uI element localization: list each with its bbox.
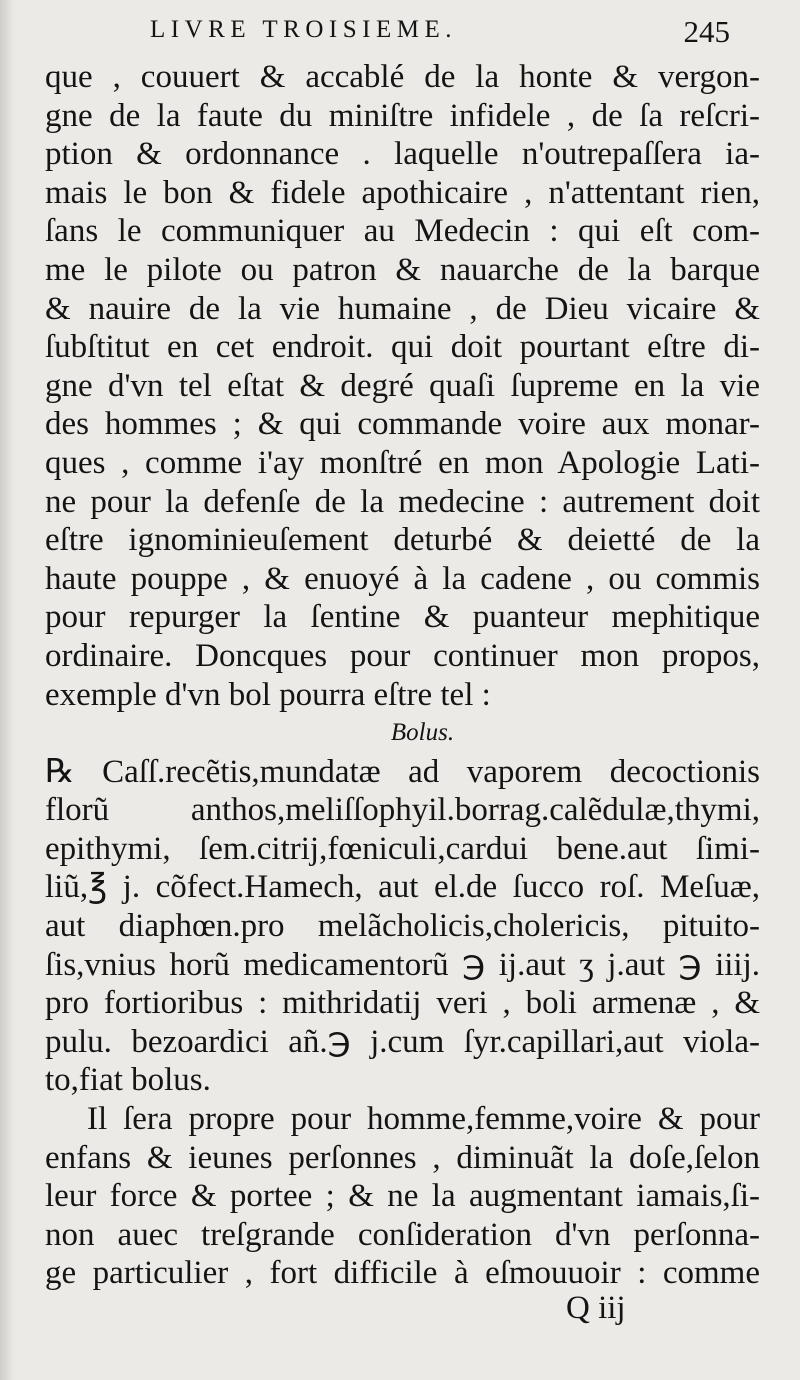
text-line: non auec treſgrande conſideration d'vn perſonna- — [45, 1216, 760, 1253]
text-line: ques , comme i'ay monſtré en mon Apologie Lati- — [45, 444, 760, 481]
recipe-line: ſis,vnius horũ medicamentorũ ℈ ij.aut ʒ j.aut ℈ iiij. — [45, 946, 760, 983]
text-line: eſtre ignominieuſement deturbé & deietté de la — [45, 522, 760, 559]
text-line: & nauire de la vie humaine , de Dieu vicaire & — [45, 290, 760, 327]
text-line: ſans le communiquer au Medecin : qui eſt com- — [45, 213, 760, 250]
text-line: ption & ordonnance . laquelle n'outrepaſſera ia- — [45, 136, 760, 173]
text-line: me le pilote ou patron & nauarche de la barque — [45, 251, 760, 288]
text-line: leur force & portee ; & ne la augmentant iamais,ſi- — [45, 1178, 760, 1215]
text-line: exemple d'vn bol pourra eſtre tel : — [45, 676, 491, 713]
text-line: gne d'vn tel eſtat & degré quaſi ſupreme en la vie — [45, 367, 760, 404]
page-header — [0, 14, 800, 54]
recipe-line: aut diaphœn.pro melãcholicis,cholericis, pituito- — [45, 908, 760, 945]
page-gutter-shadow — [0, 0, 14, 1380]
text-line: ne pour la defenſe de la medecine : autrement doit — [45, 483, 760, 520]
text-line: gne de la faute du miniſtre infidele , de ſa reſcri- — [45, 97, 760, 134]
text-line: pour repurger la ſentine & puanteur mephitique — [45, 599, 760, 636]
text-line: ſubſtitut en cet endroit. qui doit pourtant eſtre di- — [45, 329, 760, 366]
text-line: mais le bon & fidele apothicaire , n'attentant rien, — [45, 174, 760, 211]
recipe-line: pro fortioribus : mithridatij veri , boli armenæ , & — [45, 985, 760, 1022]
signature-mark: Q iij — [566, 1290, 626, 1326]
subheading: Bolus. — [390, 719, 455, 747]
body-text — [45, 58, 760, 1293]
text-line: que , couuert & accablé de la honte & vergon- — [45, 59, 760, 95]
recipe-line: pulu. bezoardici añ.℈ j.cum ſyr.capillari,aut viola- — [45, 1023, 760, 1060]
recipe-line: liũ,℥ j. cõfect.Hamech, aut el.de ſucco roſ. Meſuæ, — [45, 869, 760, 906]
recipe-line: florũ anthos,meliſſophyil.borrag.calẽdulæ,thymi, — [45, 792, 760, 829]
running-head: LIVRE TROISIEME. — [150, 16, 457, 43]
recipe-line: ℞ Caſſ.recẽtis,mundatæ ad vaporem decoctionis — [45, 753, 760, 790]
text-line: haute pouppe , & enuoyé à la cadene , ou commis — [45, 560, 760, 597]
page-number: 245 — [683, 14, 730, 49]
text-line: enfans & ieunes perſonnes , diminuãt la doſe,ſelon — [45, 1139, 760, 1176]
text-line: ordinaire. Doncques pour continuer mon propos, — [45, 637, 760, 674]
text-line: ge particulier , fort difficile à eſmouuoir : comme — [45, 1255, 760, 1292]
text-line: Il ſera propre pour homme,femme,voire & pour — [87, 1101, 760, 1138]
recipe-line: to,fiat bolus. — [45, 1062, 211, 1099]
text-line: des hommes ; & qui commande voire aux monar- — [45, 406, 760, 443]
recipe-line: epithymi, ſem.citrij,fœniculi,cardui bene.aut ſimi- — [45, 830, 760, 867]
